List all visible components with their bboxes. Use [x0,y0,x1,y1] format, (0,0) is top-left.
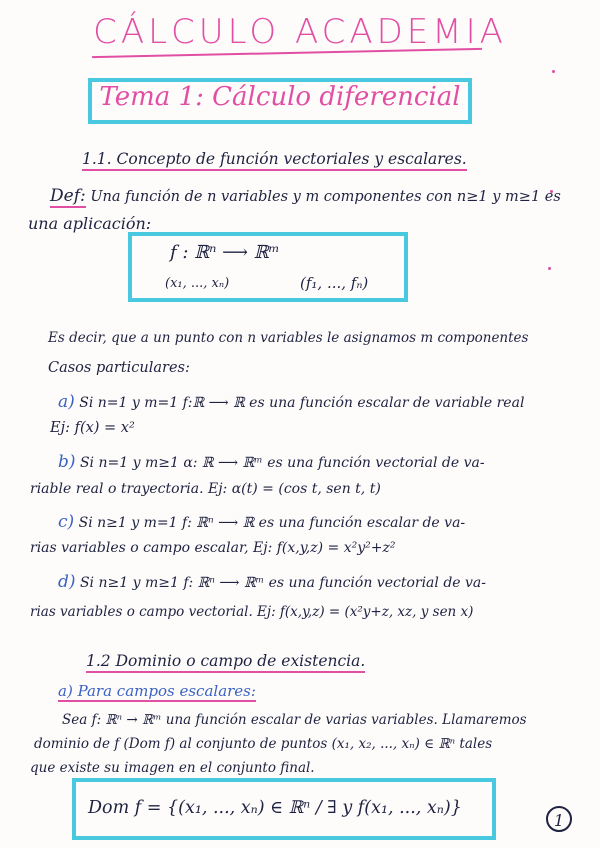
case-c-line-2: rias variables o campo escalar, Ej: f(x,y,z) = x²y²+z² [30,540,396,556]
case-b-label: b) [58,452,76,472]
intro-line-2: Casos particulares: [48,360,190,376]
topic-title: Tema 1: Cálculo diferencial [99,82,461,112]
case-d-line-2: rias variables o campo vectorial. Ej: f(x,y,z) = (x²y+z, xz, y sen x) [30,604,474,620]
case-a-line-2: Ej: f(x) = x² [50,420,135,436]
def-text-2: una aplicación: [28,214,152,233]
margin-dot [552,70,555,73]
domain-formula: Dom f = {(x₁, ..., xₙ) ∈ ℝⁿ / ∃ y f(x₁, ..., xₙ)} [88,798,462,818]
def-text-1: Una función de n variables y m componentes con n≥1 y m≥1 es [90,189,561,205]
case-c-line-1: c) Si n≥1 y m=1 f: ℝⁿ ⟶ ℝ es una función escalar de va- [58,512,466,532]
case-d-label: d) [58,572,76,592]
case-a-label: a) [58,392,75,412]
section-2-text-2: dominio de f (Dom f) al conjunto de puntos (x₁, x₂, ..., xₙ) ∈ ℝⁿ tales [34,736,493,752]
case-a-line-1: a) Si n=1 y m=1 f:ℝ ⟶ ℝ es una función escalar de variable real [58,392,525,412]
margin-dot [548,267,551,270]
mapping-bottom-left: (x₁, ..., xₙ) [165,276,230,291]
section-1-title: 1.1. Concepto de función vectoriales y escalares. [82,150,467,168]
section-2-text-1: Sea f: ℝⁿ → ℝᵐ una función escalar de varias variables. Llamaremos [62,712,527,728]
mapping-bottom-right: (f₁, ..., fₙ) [300,274,369,292]
def-label: Def: [50,186,86,206]
definition-line-1 [50,186,561,206]
case-c-label: c) [58,512,75,532]
case-b-line-1: b) Si n=1 y m≥1 α: ℝ ⟶ ℝᵐ es una función vectorial de va- [58,452,485,472]
page-number: 1 [546,806,572,832]
case-d-line-1: d) Si n≥1 y m≥1 f: ℝⁿ ⟶ ℝᵐ es una función vectorial de va- [58,572,487,592]
section-2-title: 1.2 Dominio o campo de existencia. [86,652,365,670]
case-b-line-2: riable real o trayectoria. Ej: α(t) = (cos t, sen t, t) [30,481,381,497]
section-2-sub-label: a) Para campos escalares: [58,682,256,700]
section-2-text-3: que existe su imagen en el conjunto final. [30,760,315,776]
page-title: CÁLCULO ACADEMIA [93,12,507,52]
intro-line-1: Es decir, que a un punto con n variables le asignamos m componentes [48,330,529,346]
mapping-top: f : ℝⁿ ⟶ ℝᵐ [170,242,280,263]
